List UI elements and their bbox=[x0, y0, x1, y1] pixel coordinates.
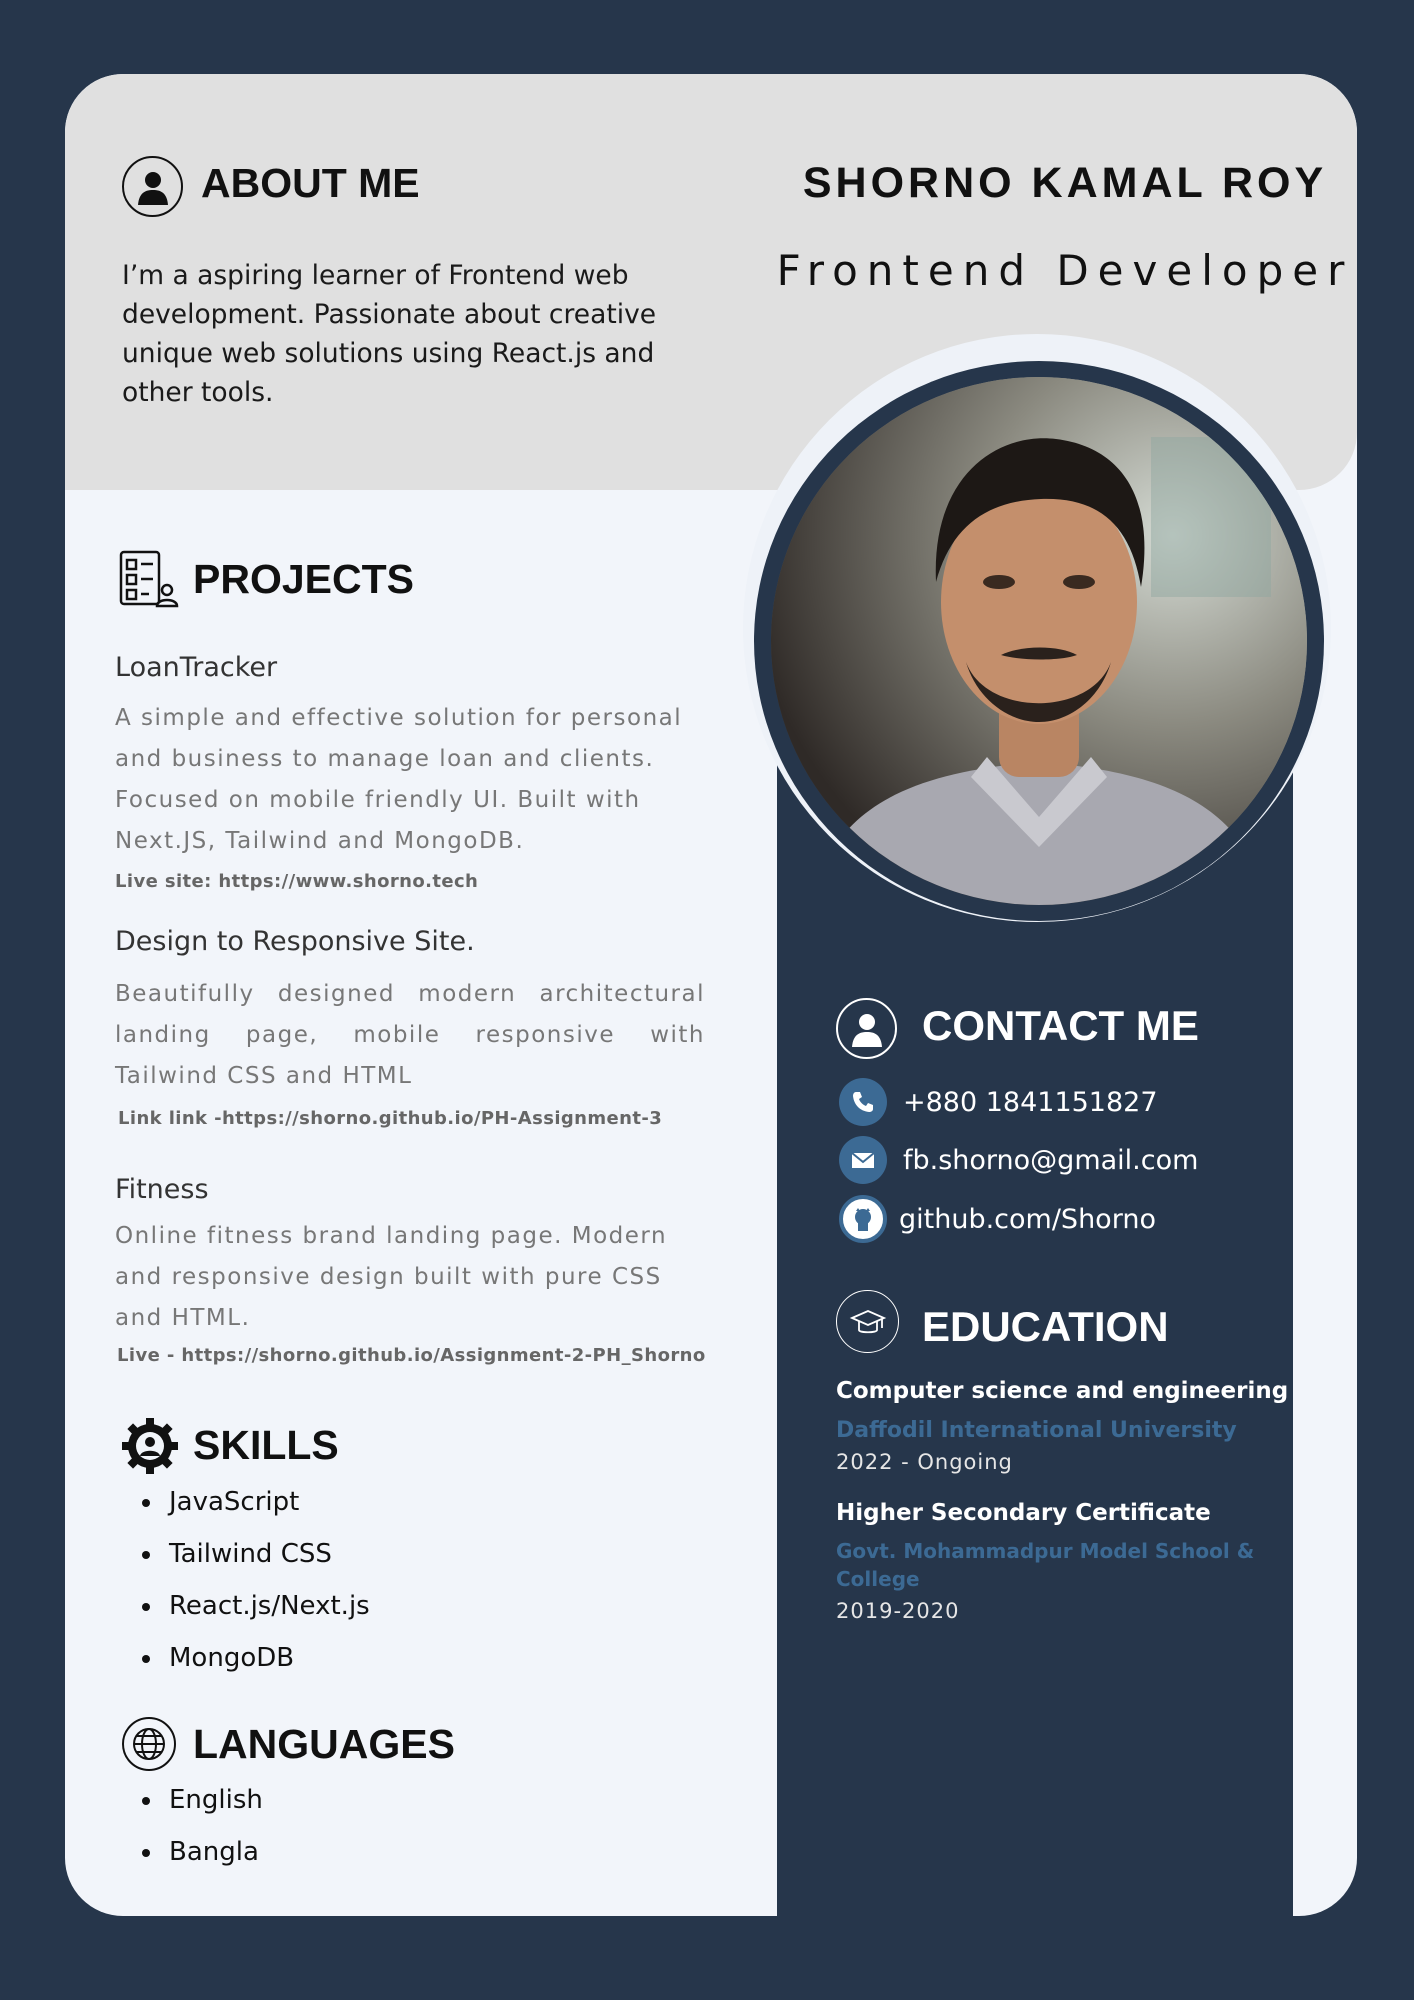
checklist-icon bbox=[117, 546, 179, 608]
person-name: SHORNO KAMAL ROY bbox=[802, 159, 1328, 207]
profile-photo bbox=[771, 377, 1307, 905]
user-icon bbox=[122, 156, 183, 217]
user-icon bbox=[836, 998, 897, 1059]
skills-list bbox=[117, 1482, 370, 1690]
project-link[interactable]: Live site: https://www.shorno.tech bbox=[115, 871, 479, 892]
email-text: fb.shorno@gmail.com bbox=[903, 1144, 1199, 1176]
about-text: I’m a aspiring learner of Frontend web development. Passionate about creative unique web solutions using React.js and other tools. bbox=[122, 260, 657, 408]
gear-icon bbox=[120, 1416, 180, 1476]
project-link[interactable]: Live - https://shorno.github.io/Assignment-2-PH_Shorno bbox=[117, 1345, 706, 1366]
project-desc: A simple and effective solution for personal and business to manage loan and clients. Focused on mobile friendly UI. Built with Next.JS, Tailwind and MongoDB. bbox=[115, 705, 683, 854]
edu-degree: Computer science and engineering bbox=[836, 1378, 1289, 1404]
edu-degree: Higher Secondary Certificate bbox=[836, 1500, 1211, 1526]
mail-icon bbox=[839, 1136, 887, 1184]
edu-years: 2019-2020 bbox=[836, 1599, 960, 1623]
list-item: MongoDB bbox=[117, 1638, 370, 1690]
graduation-cap-icon bbox=[836, 1290, 899, 1353]
contact-title: CONTACT ME bbox=[922, 1002, 1199, 1049]
about-title: ABOUT ME bbox=[201, 160, 420, 206]
list-item: JavaScript bbox=[117, 1482, 370, 1534]
project-title: LoanTracker bbox=[115, 652, 278, 683]
edu-years: 2022 - Ongoing bbox=[836, 1450, 1013, 1474]
languages-list bbox=[117, 1780, 263, 1884]
github-text: github.com/Shorno bbox=[899, 1203, 1156, 1235]
contact-github[interactable] bbox=[839, 1195, 1156, 1243]
project-link[interactable]: Link link -https://shorno.github.io/PH-Assignment-3 bbox=[118, 1108, 663, 1129]
phone-icon bbox=[839, 1078, 887, 1126]
list-item: Bangla bbox=[117, 1832, 263, 1884]
phone-text: +880 1841151827 bbox=[903, 1086, 1158, 1118]
project-title: Design to Responsive Site. bbox=[115, 926, 475, 957]
resume-card bbox=[65, 74, 1357, 1916]
edu-school: Daffodil International University bbox=[836, 1418, 1237, 1443]
list-item: Tailwind CSS bbox=[117, 1534, 370, 1586]
list-item: React.js/Next.js bbox=[117, 1586, 370, 1638]
edu-school: Govt. Mohammadpur Model School & College bbox=[836, 1539, 1255, 1591]
education-title: EDUCATION bbox=[922, 1303, 1169, 1350]
project-desc: Online fitness brand landing page. Modern and responsive design built with pure CSS and HTML. bbox=[115, 1223, 668, 1331]
project-desc: Beautifully designed modern architectural landing page, mobile responsive with Tailwind CSS and HTML bbox=[115, 981, 705, 1089]
github-icon bbox=[839, 1195, 887, 1243]
skills-title: SKILLS bbox=[193, 1422, 339, 1468]
contact-email[interactable] bbox=[839, 1136, 1198, 1184]
globe-icon bbox=[122, 1717, 176, 1771]
projects-title: PROJECTS bbox=[193, 556, 414, 602]
contact-phone[interactable] bbox=[839, 1078, 1158, 1126]
list-item: English bbox=[117, 1780, 263, 1832]
languages-title: LANGUAGES bbox=[193, 1721, 455, 1767]
project-title: Fitness bbox=[115, 1174, 209, 1205]
person-role: Frontend Developer bbox=[776, 246, 1354, 295]
